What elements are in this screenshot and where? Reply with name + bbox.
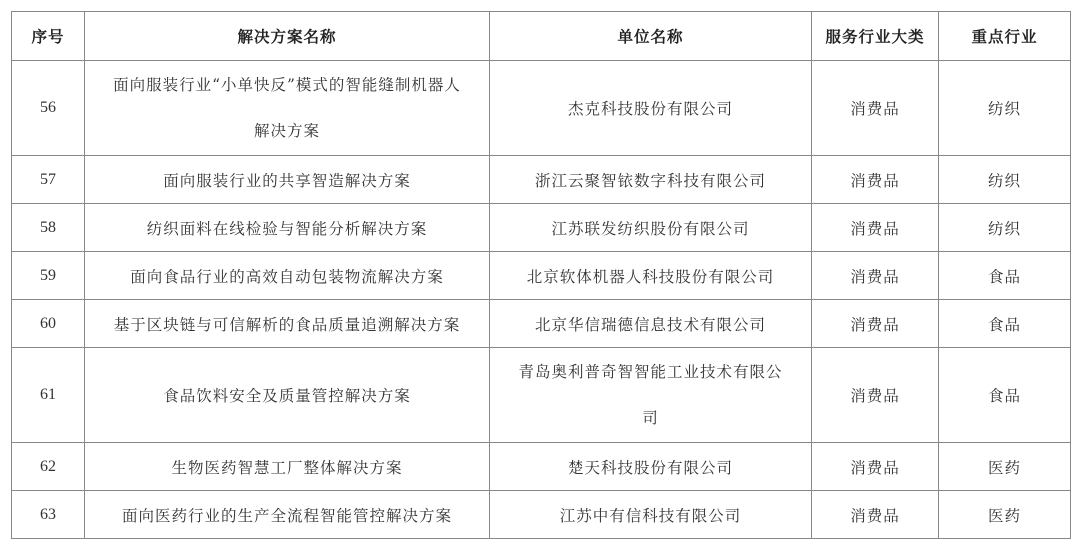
header-solution: 解决方案名称 <box>85 12 490 61</box>
row-category: 消费品 <box>812 204 939 252</box>
header-no: 序号 <box>12 12 85 61</box>
row-category: 消费品 <box>812 252 939 300</box>
row-no: 60 <box>12 300 85 348</box>
row-company: 杰克科技股份有限公司 <box>490 61 812 156</box>
row-no: 58 <box>12 204 85 252</box>
row-company: 浙江云聚智铱数字科技有限公司 <box>490 156 812 204</box>
row-company-line: 青岛奥利普奇智智能工业技术有限公 <box>518 363 783 381</box>
row-category: 消费品 <box>812 156 939 204</box>
table-row <box>12 204 1071 252</box>
row-solution-line: 面向服装行业“小单快反”模式的智能缝制机器人 <box>113 76 461 94</box>
table-row <box>12 348 1071 443</box>
header-company: 单位名称 <box>490 12 812 61</box>
row-company: 北京华信瑞德信息技术有限公司 <box>490 300 812 348</box>
row-solution: 食品饮料安全及质量管控解决方案 <box>85 348 490 443</box>
row-no: 63 <box>12 491 85 539</box>
row-company: 江苏中有信科技有限公司 <box>490 491 812 539</box>
row-industry: 食品 <box>939 348 1071 443</box>
row-industry: 纺织 <box>939 156 1071 204</box>
table-row <box>12 491 1071 539</box>
row-industry: 医药 <box>939 491 1071 539</box>
table-row <box>12 156 1071 204</box>
row-no: 56 <box>12 61 85 156</box>
row-company: 楚天科技股份有限公司 <box>490 443 812 491</box>
row-company: 北京软体机器人科技股份有限公司 <box>490 252 812 300</box>
header-category: 服务行业大类 <box>812 12 939 61</box>
row-solution: 面向医药行业的生产全流程智能管控解决方案 <box>85 491 490 539</box>
row-company <box>490 348 812 443</box>
row-category: 消费品 <box>812 443 939 491</box>
row-category: 消费品 <box>812 300 939 348</box>
row-solution: 基于区块链与可信解析的食品质量追溯解决方案 <box>85 300 490 348</box>
row-company: 江苏联发纺织股份有限公司 <box>490 204 812 252</box>
row-solution: 面向食品行业的高效自动包装物流解决方案 <box>85 252 490 300</box>
row-solution: 面向服装行业的共享智造解决方案 <box>85 156 490 204</box>
table-row <box>12 300 1071 348</box>
row-industry: 食品 <box>939 300 1071 348</box>
header-industry: 重点行业 <box>939 12 1071 61</box>
row-no: 57 <box>12 156 85 204</box>
row-solution: 生物医药智慧工厂整体解决方案 <box>85 443 490 491</box>
table-row <box>12 61 1071 156</box>
row-category: 消费品 <box>812 491 939 539</box>
row-category: 消费品 <box>812 61 939 156</box>
row-industry: 纺织 <box>939 61 1071 156</box>
row-company-line: 司 <box>642 409 659 427</box>
row-solution <box>85 61 490 156</box>
row-category: 消费品 <box>812 348 939 443</box>
row-industry: 纺织 <box>939 204 1071 252</box>
row-no: 62 <box>12 443 85 491</box>
table-row <box>12 443 1071 491</box>
table-header-row <box>12 12 1071 61</box>
row-solution-line: 解决方案 <box>253 122 320 140</box>
row-industry: 医药 <box>939 443 1071 491</box>
row-no: 61 <box>12 348 85 443</box>
row-industry: 食品 <box>939 252 1071 300</box>
table-row <box>12 252 1071 300</box>
solutions-table <box>11 11 1071 539</box>
row-solution: 纺织面料在线检验与智能分析解决方案 <box>85 204 490 252</box>
row-no: 59 <box>12 252 85 300</box>
